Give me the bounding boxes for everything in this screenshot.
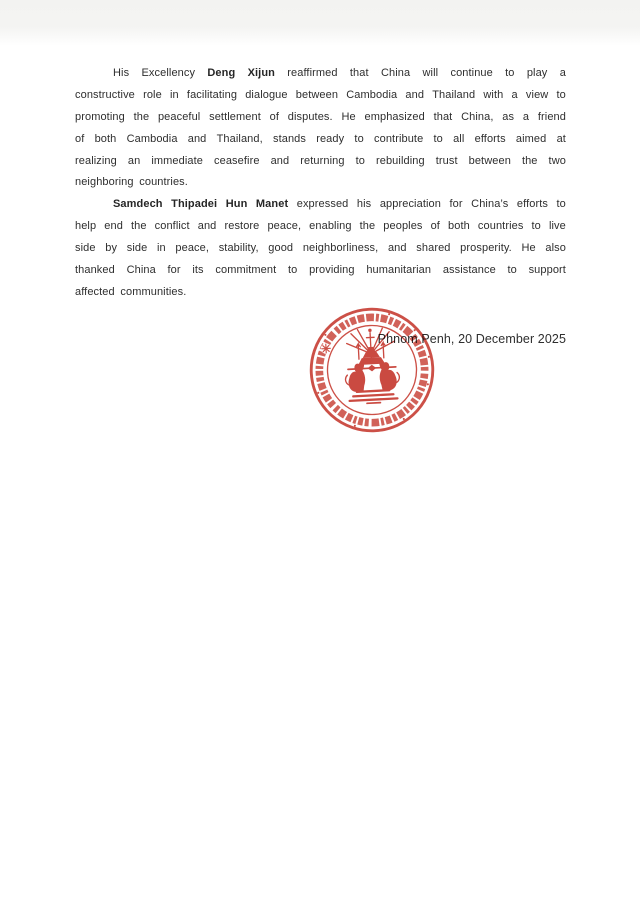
royal-arms-stamp-icon (305, 303, 439, 437)
text-line: help end the conflict and restore peace, enabling the peoples of both countries to live (75, 220, 566, 233)
date-line: Phnom Penh, 20 December 2025 (377, 331, 566, 346)
text-line: Samdech Thipadei Hun Manet expressed his appreciation for China’s efforts to (113, 198, 566, 211)
page-top-shade (0, 0, 640, 46)
royal-arms-emblem (343, 327, 401, 404)
text-line: His Excellency Deng Xijun reaffirmed that China will continue to play a (113, 67, 566, 79)
text-line: side by side in peace, stability, good neighborliness, and shared prosperity. He also (75, 242, 566, 255)
official-seal-stamp (305, 303, 439, 437)
text-line: of both Cambodia and Thailand, stands ready to contribute to all efforts aimed at (75, 132, 566, 145)
text-line: promoting the peaceful settlement of disputes. He emphasized that China, as a friend (75, 110, 566, 123)
text-line: constructive role in facilitating dialogue between Cambodia and Thailand with a view to (75, 88, 566, 101)
text-line: realizing an immediate ceasefire and returning to rebuilding trust between the two (75, 154, 566, 167)
lion-left (345, 361, 371, 393)
text-line: thanked China for its commitment to providing humanitarian assistance to support (75, 264, 566, 277)
text-line: affected communities. (75, 285, 187, 298)
paragraphs-container (75, 63, 566, 304)
text-line: neighboring countries. (75, 176, 188, 189)
